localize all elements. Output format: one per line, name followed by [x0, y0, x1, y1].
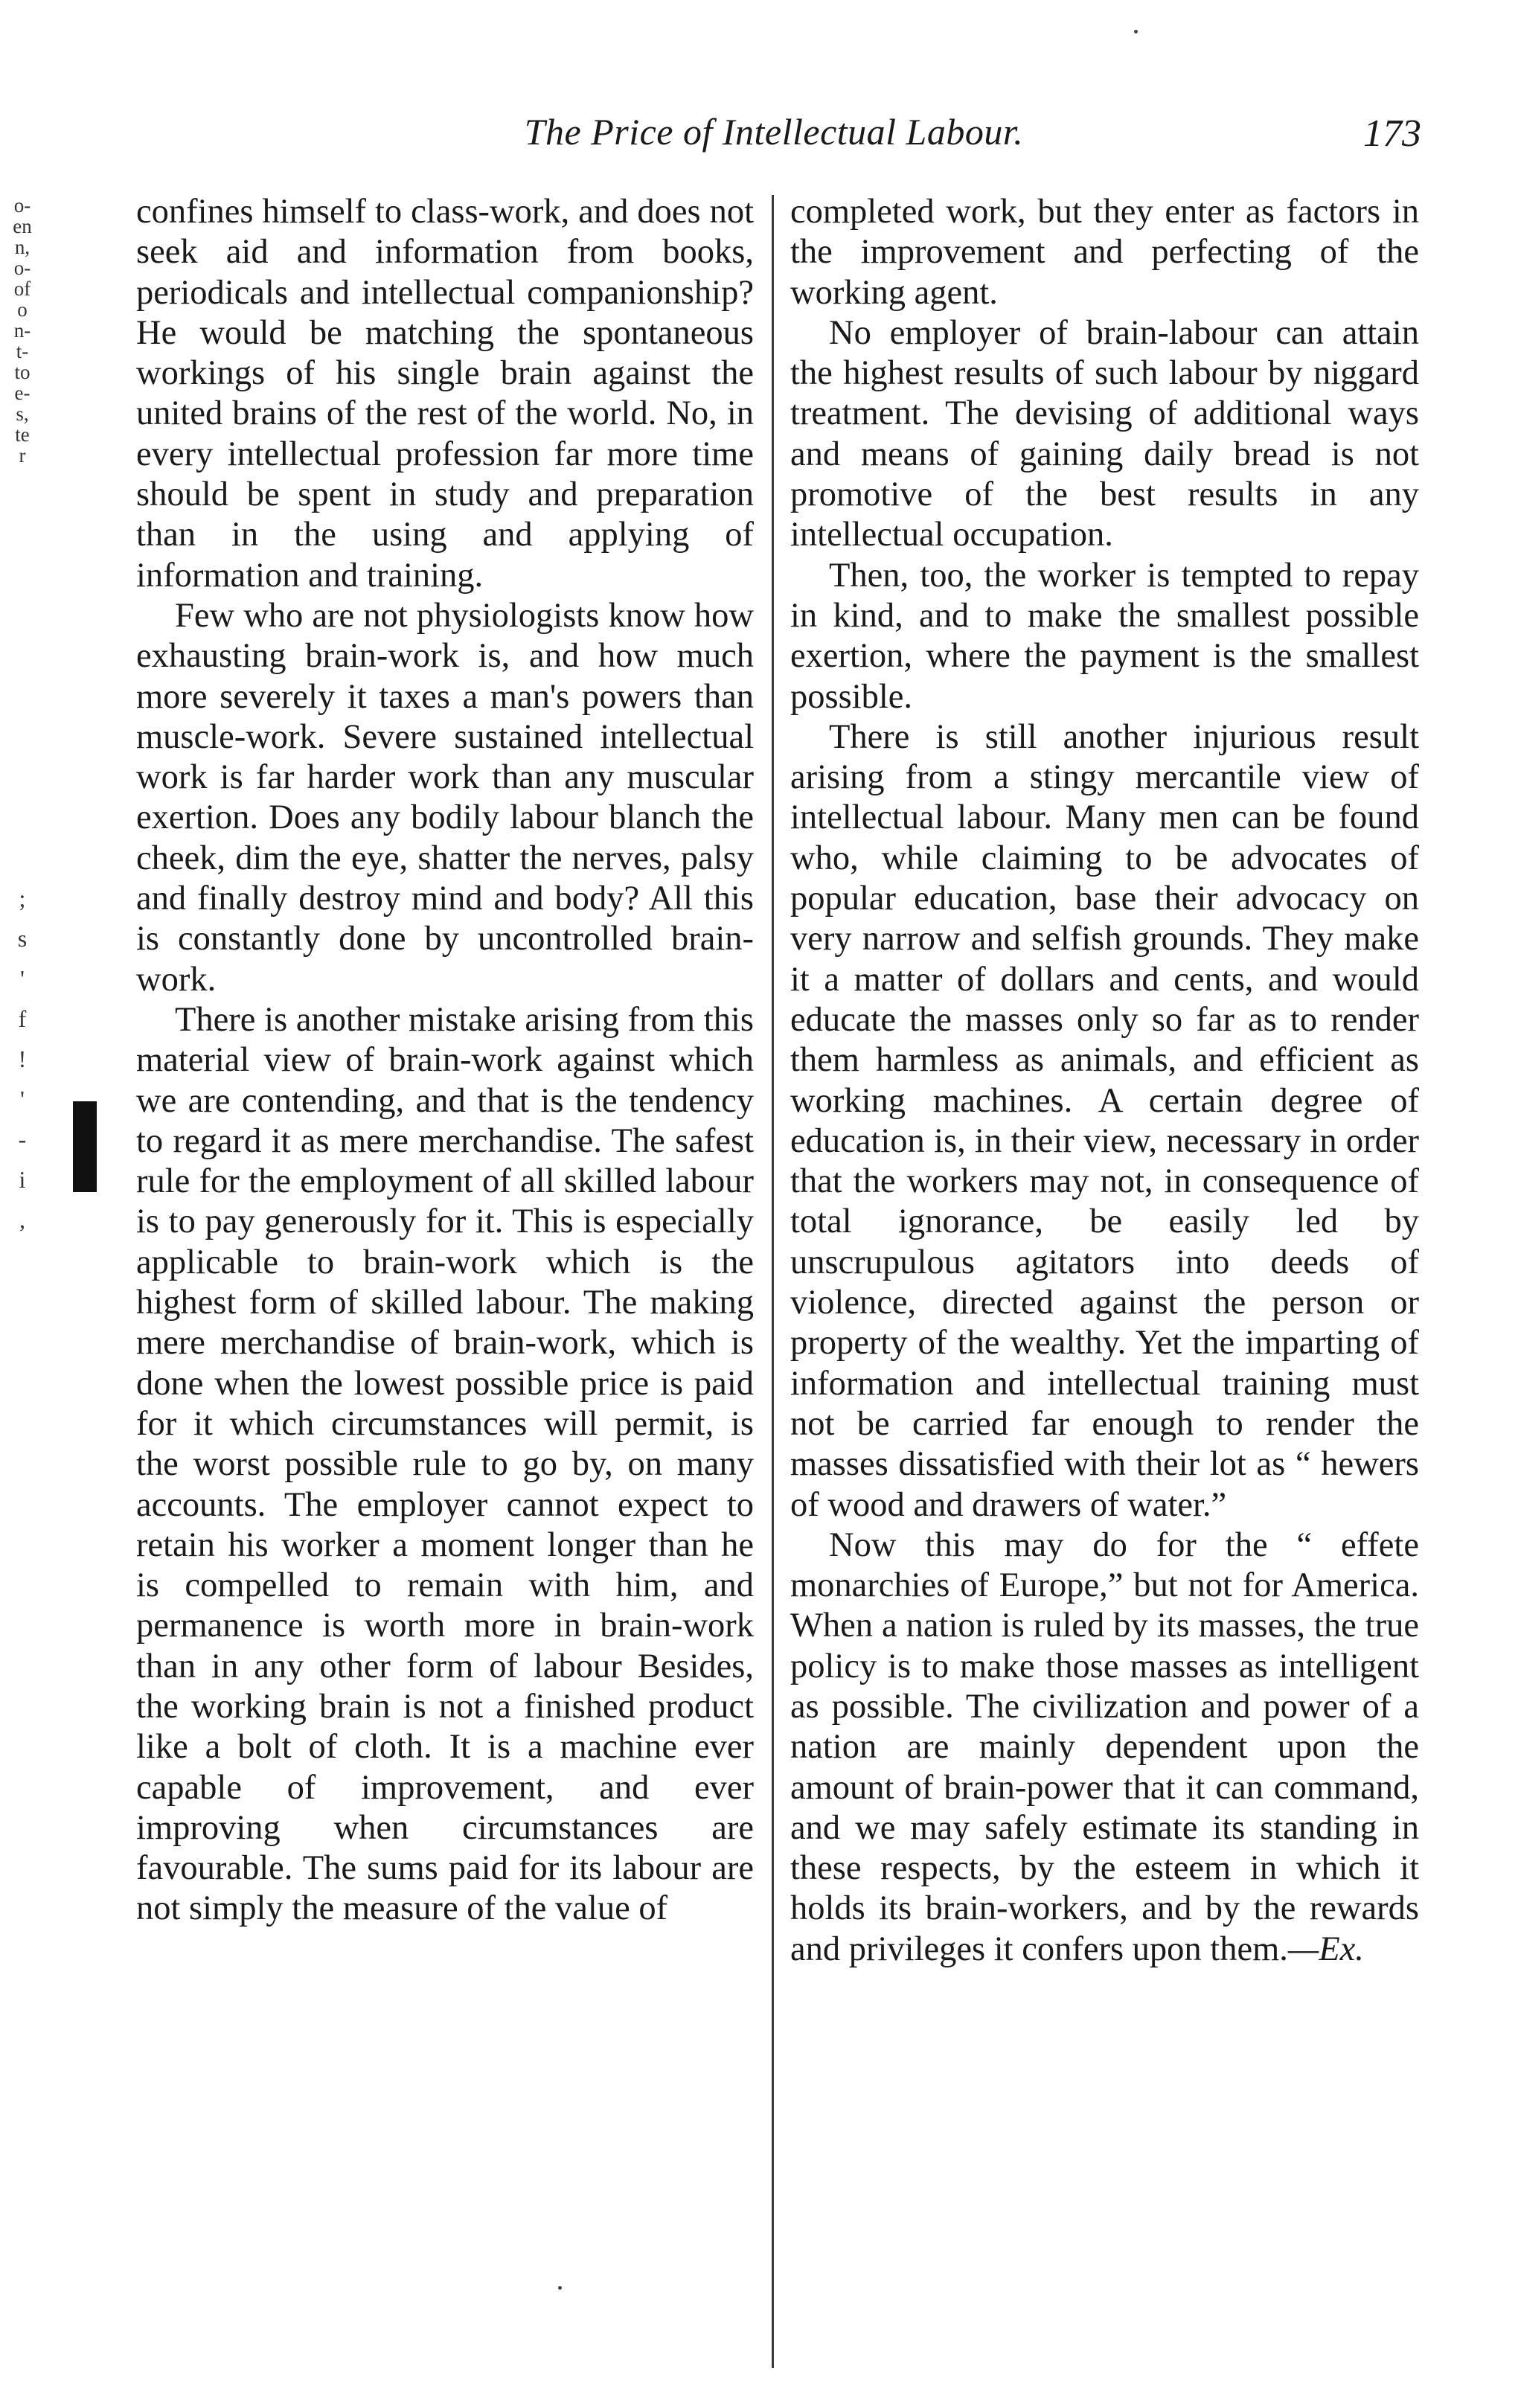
margin-fragment: o-	[13, 194, 31, 217]
margin-mark: i	[19, 1166, 26, 1193]
paragraph: confines himself to class-work, and does not seek aid and information from books, periodicals and intellectual companionship? He would be matching the spontaneous workings of his single brain against the united brains of the rest of the world. No, in every intellectual profession far more time should be spent in study and preparation than in the using and applying of information and training.	[136, 193, 754, 595]
paragraph: Few who are not physiologists know how exhausting brain-work is, and how much more severely it taxes a man's powers than muscle-work. Severe sustained intellectual work is far harder work than any muscular exertion. Does any bodily labour blanch the cheek, dim the eye, shatter the nerves, palsy and finally destroy mind and body? All this is constantly done by uncontrolled brain-work.	[136, 596, 754, 999]
paragraph-text: Now this may do for the “ effete monarchies of Europe,” but not for America. When a nation is ruled by its masses, the true policy is to make those masses as intelligent as possible. The civilization and power of a nation are mainly dependent upon the amount of brain-power that it can command, and we may safely estimate its standing in these respects, by the esteem in which it holds its brain-workers, and by the rewards and privileges it confers upon them.	[790, 1525, 1419, 1968]
margin-fragment: n-	[13, 319, 31, 342]
margin-fragment: o	[17, 298, 28, 321]
page-number: 173	[1363, 112, 1421, 155]
margin-ink-bar	[73, 1101, 97, 1192]
margin-fragment: te	[15, 423, 30, 446]
margin-fragment: n,	[14, 236, 31, 258]
running-title: The Price of Intellectual Labour.	[524, 111, 1024, 153]
margin-mark: -	[18, 1126, 27, 1153]
paragraph: completed work, but they enter as factors in the improvement and perfecting of the working agent.	[790, 193, 1419, 312]
margin-mark: '	[20, 965, 25, 992]
left-column	[136, 192, 754, 1930]
paragraph: There is still another injurious result arising from a stingy mercantile view of intellectual labour. Many men can be found who, while claiming to be advocates of popular education, base their advocacy on very narrow and selfish grounds. They make it a matter of dollars and cents, and would educate the masses only so far as to render them harmless as animals, and efficient as working machines. A certain degree of education is, in their view, necessary in order that the workers may not, in consequence of total ignorance, be easily led by unscrupulous agitators into deeds of violence, directed against the person or property of the wealthy. Yet the imparting of information and intellectual training must not be carried far enough to render the masses dissatisfied with their lot as “ hewers of wood and drawers of water.”	[790, 717, 1419, 1524]
margin-mark: ;	[19, 885, 26, 912]
right-column	[790, 192, 1419, 1970]
paragraph: There is another mistake arising from this material view of brain-work against which we are contending, and that is the tendency to regard it as mere merchandise. The safest rule for the employment of all skilled labour is to pay generously for it. This is especially applicable to brain-work which is the highest form of skilled labour. The making mere merchandise of brain-work, which is done when the lowest possible price is paid for it which circumstances will permit, is the worst possible rule to go by, on many accounts. The employer cannot expect to retain his worker a moment longer than he is compelled to remain with him, and permanence is worth more in brain-work than in any other form of labour Besides, the working brain is not a finished product like a bolt of cloth. It is a machine ever capable of improvement, and ever improving when circumstances are favourable. The sums paid for its labour are not simply the measure of the value of	[136, 1000, 754, 1928]
paragraph: No employer of brain-labour can attain the highest results of such labour by niggard treatment. The devising of additional ways and means of gaining daily bread is not promotive of the best results in any intellectual occupation.	[790, 313, 1419, 554]
print-speck	[558, 2286, 562, 2290]
margin-mark: ,	[19, 1206, 25, 1233]
margin-fragment: e-	[14, 382, 31, 404]
margin-fragment: of	[13, 278, 31, 300]
margin-bleed-text	[0, 195, 45, 466]
margin-marks	[0, 878, 45, 1240]
margin-mark: !	[18, 1046, 27, 1072]
margin-fragment: to	[14, 361, 31, 383]
margin-mark: s	[17, 925, 28, 952]
margin-fragment: o-	[13, 257, 31, 279]
margin-fragment: r	[19, 444, 26, 467]
paragraph: Then, too, the worker is tempted to repay in kind, and to make the smallest possible exertion, where the payment is the smallest possible.	[790, 556, 1419, 716]
column-divider	[772, 195, 774, 2368]
margin-mark: f	[18, 1005, 27, 1032]
attribution: —Ex.	[1287, 1930, 1364, 1968]
paragraph	[790, 1525, 1419, 1970]
margin-fragment: en	[13, 215, 32, 237]
margin-fragment: t-	[16, 340, 29, 362]
print-speck	[1134, 30, 1138, 33]
margin-fragment: s,	[16, 403, 29, 425]
margin-mark: '	[20, 1086, 25, 1112]
